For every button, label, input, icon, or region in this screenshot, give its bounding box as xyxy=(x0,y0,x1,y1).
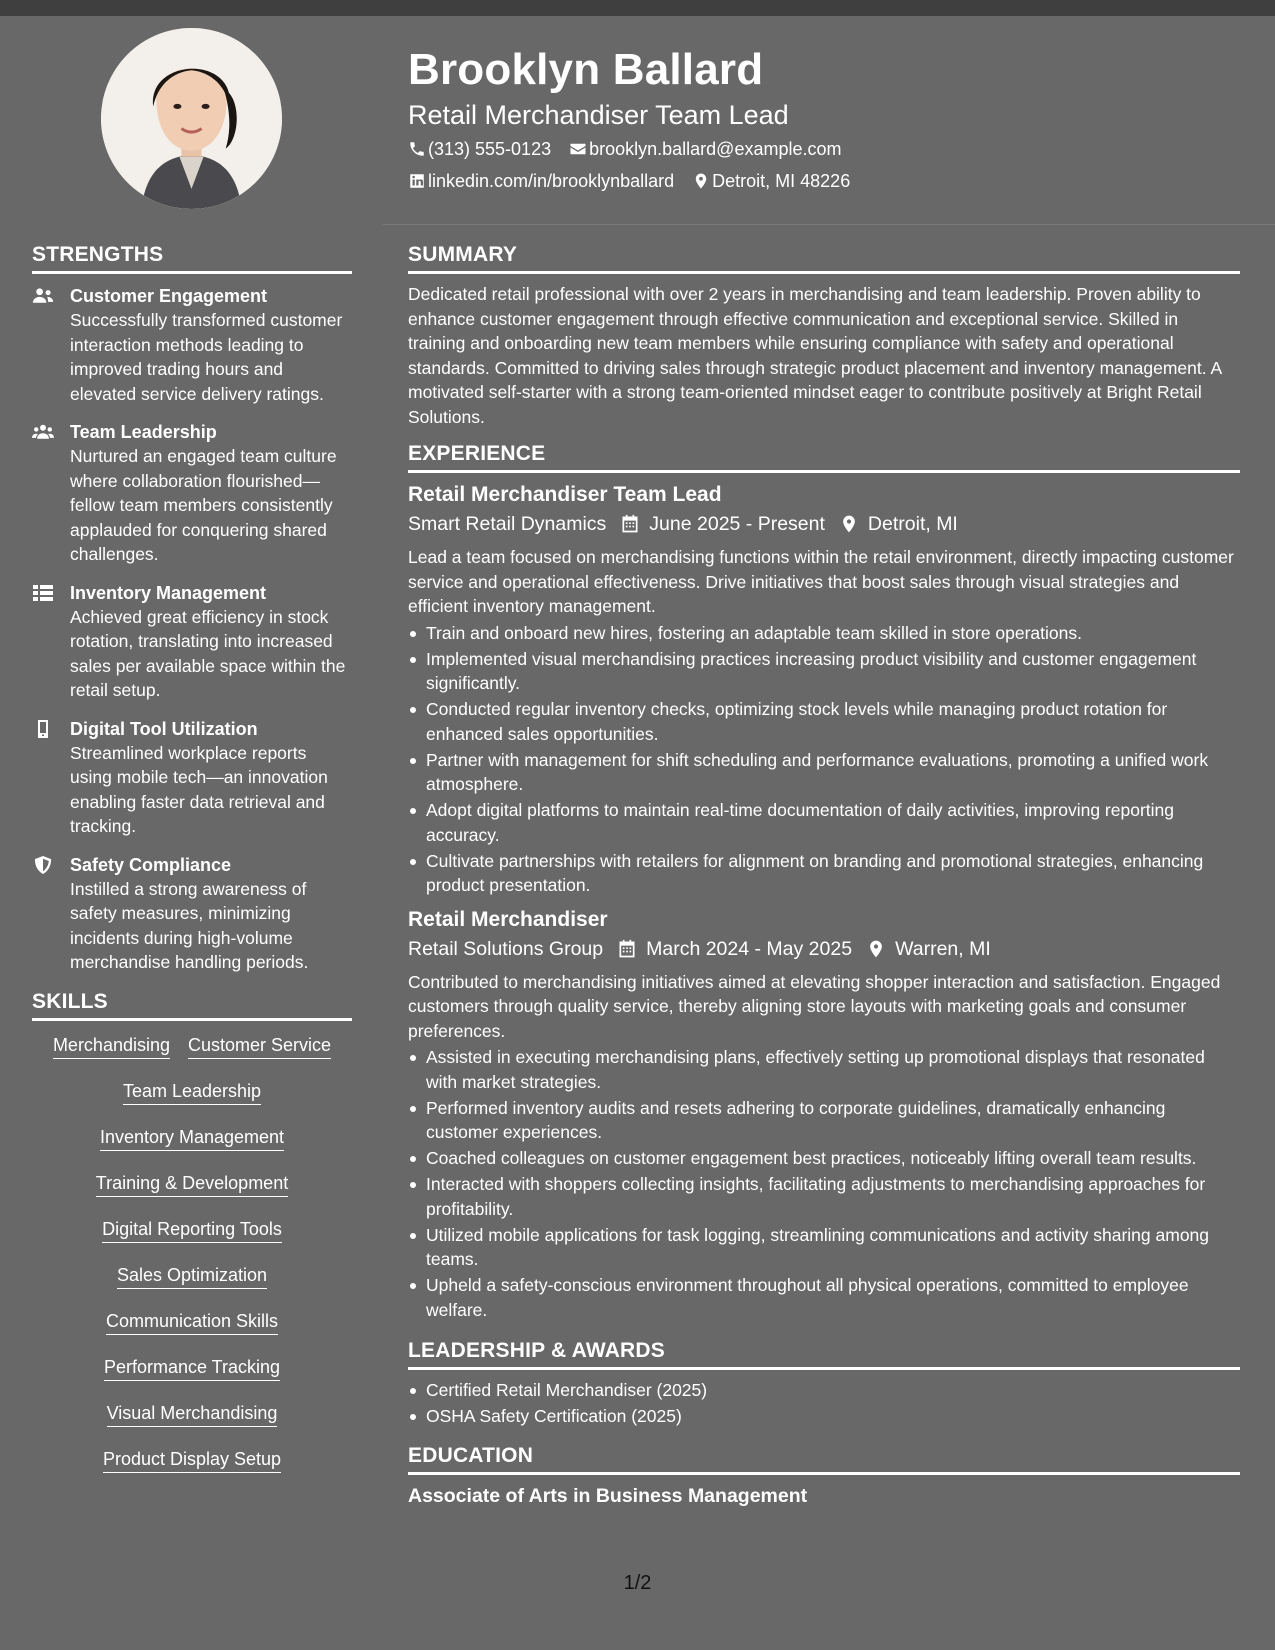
job-entry xyxy=(408,481,1240,898)
job-description: Lead a team focused on merchandising functions within the retail environment, directly impacting customer service and operational effectiveness. Drive initiatives that boost sales through visual strategies and efficient inventory management. xyxy=(408,547,1234,616)
calendar-icon xyxy=(620,514,640,534)
envelope-icon xyxy=(569,140,587,158)
strength-item xyxy=(32,853,352,975)
header-divider xyxy=(383,224,1275,225)
linkedin-icon xyxy=(408,172,426,190)
job-meta xyxy=(408,934,1240,964)
job-location-text: Detroit, MI xyxy=(867,513,958,535)
map-pin-icon xyxy=(839,514,859,534)
strength-title: Inventory Management xyxy=(70,582,267,603)
strengths-list xyxy=(32,284,352,975)
candidate-title: Retail Merchandiser Team Lead xyxy=(408,100,789,130)
experience-heading: EXPERIENCE xyxy=(408,441,1240,473)
job-meta xyxy=(408,509,1240,539)
page-number: 1/2 xyxy=(623,1572,652,1594)
resume-header xyxy=(408,44,1248,196)
job-dates-text: June 2025 - Present xyxy=(649,513,825,535)
profile-photo xyxy=(101,28,282,209)
education-heading: EDUCATION xyxy=(408,1443,1240,1475)
phone-icon xyxy=(408,140,426,158)
job-bullet: Partner with management for shift scheduling and performance evaluations, promoting a unified work atmosphere. xyxy=(408,748,1240,797)
strength-desc: Successfully transformed customer interaction methods leading to improved trading hours and elevated service delivery ratings. xyxy=(70,310,343,404)
awards-list xyxy=(408,1378,1240,1429)
strength-title: Digital Tool Utilization xyxy=(70,718,258,739)
contact-row-1 xyxy=(408,134,1248,164)
linkedin-contact[interactable] xyxy=(408,166,674,196)
skill-tag: Digital Reporting Tools xyxy=(102,1217,282,1243)
skill-tag: Sales Optimization xyxy=(117,1263,267,1289)
job-company: Retail Solutions Group xyxy=(408,937,604,960)
job-bullet: Interacted with shoppers collecting insights, facilitating adjustments to merchandising approaches for profitability. xyxy=(408,1172,1240,1221)
strength-title: Customer Engagement xyxy=(70,286,268,306)
job-dates xyxy=(617,934,852,964)
job-bullet: Cultivate partnerships with retailers for alignment on branding and promotional strategies, enhancing product presentation. xyxy=(408,849,1240,898)
phone-text: (313) 555-0123 xyxy=(428,139,552,159)
job-location xyxy=(839,509,958,539)
strengths-heading: STRENGTHS xyxy=(32,242,352,274)
summary-text: Dedicated retail professional with over 2 years in merchandising and team leadership. Proven ability to enhance customer engagement through effective communication and exceptional service. Skilled in training and onboarding new team members while ensuring compliance with safety and operational standards. Committed to driving sales through strategic product placement and inventory management. A motivated self-starter with a strong team-oriented mindset eager to contribute positively at Bright Retail Solutions. xyxy=(408,284,1222,427)
job-bullet: Coached colleagues on customer engagement best practices, noticeably lifting overall team results. xyxy=(408,1146,1240,1171)
job-location xyxy=(866,934,991,964)
top-bar xyxy=(0,0,1275,16)
job-title: Retail Merchandiser Team Lead xyxy=(408,483,722,506)
strength-item xyxy=(32,420,352,567)
email-text: brooklyn.ballard@example.com xyxy=(589,139,842,159)
skill-tag: Inventory Management xyxy=(100,1125,284,1151)
strength-desc: Achieved great efficiency in stock rotation, translating into increased sales per available space within the retail setup. xyxy=(70,606,346,700)
awards-heading: LEADERSHIP & AWARDS xyxy=(408,1338,1240,1370)
linkedin-text: linkedin.com/in/brooklynballard xyxy=(428,171,675,191)
job-bullet: Train and onboard new hires, fostering an adaptable team skilled in store operations. xyxy=(408,621,1240,646)
job-description: Contributed to merchandising initiatives aimed at elevating shopper interaction and satisfaction. Engaged customers through quality service, thereby aligning store layouts with marketing goals and consumer preferences. xyxy=(408,971,1221,1041)
location-text: Detroit, MI 48226 xyxy=(712,171,851,191)
skill-tag: Performance Tracking xyxy=(104,1355,280,1381)
job-bullet: Upheld a safety-conscious environment throughout all physical operations, committed to employee welfare. xyxy=(408,1273,1240,1322)
job-bullet: Conducted regular inventory checks, optimizing stock levels while managing product rotation for enhanced sales opportunities. xyxy=(408,697,1240,746)
list-icon xyxy=(32,584,54,602)
shield-icon xyxy=(32,856,54,874)
award-item: OSHA Safety Certification (2025) xyxy=(408,1404,1240,1429)
strength-desc: Instilled a strong awareness of safety measures, minimizing incidents during high-volume merchandise handling periods. xyxy=(70,878,309,972)
skill-tag: Team Leadership xyxy=(123,1079,261,1105)
strength-item xyxy=(32,717,352,839)
contact-row-2 xyxy=(408,166,1248,196)
education-degree: Associate of Arts in Business Management xyxy=(408,1484,808,1507)
right-column xyxy=(408,242,1240,1509)
team-icon xyxy=(32,423,54,441)
map-pin-icon xyxy=(692,172,710,190)
skill-tag: Training & Development xyxy=(96,1171,288,1197)
candidate-name: Brooklyn Ballard xyxy=(408,45,764,94)
skill-tag: Visual Merchandising xyxy=(107,1401,278,1427)
left-column xyxy=(32,242,352,1493)
map-pin-icon xyxy=(866,939,886,959)
award-item: Certified Retail Merchandiser (2025) xyxy=(408,1378,1240,1403)
job-dates-text: March 2024 - May 2025 xyxy=(646,937,853,960)
location-contact xyxy=(692,166,850,196)
job-bullets xyxy=(408,621,1240,898)
job-entry xyxy=(408,906,1240,1323)
job-bullets xyxy=(408,1045,1240,1322)
job-bullet: Adopt digital platforms to maintain real-time documentation of daily activities, improving reporting accuracy. xyxy=(408,798,1240,847)
skill-tag: Communication Skills xyxy=(106,1309,278,1335)
job-title: Retail Merchandiser xyxy=(408,907,608,931)
strength-title: Team Leadership xyxy=(70,422,217,442)
strength-item xyxy=(32,581,352,703)
job-dates xyxy=(620,509,825,539)
strength-desc: Streamlined workplace reports using mobile tech—an innovation enabling faster data retrieval and tracking. xyxy=(70,742,328,836)
job-bullet: Assisted in executing merchandising plans, effectively setting up promotional displays that resonated with market strategies. xyxy=(408,1045,1240,1094)
skill-tag: Merchandising xyxy=(53,1033,170,1059)
phone-contact[interactable] xyxy=(408,134,551,164)
summary-heading: SUMMARY xyxy=(408,242,1240,274)
users-icon xyxy=(32,287,54,305)
strength-desc: Nurtured an engaged team culture where collaboration flourished—fellow team members consistently applauded for conquering shared challenges. xyxy=(70,446,337,564)
mobile-icon xyxy=(32,720,54,738)
job-company: Smart Retail Dynamics xyxy=(408,513,607,535)
skills-list xyxy=(32,1033,352,1493)
strength-item xyxy=(32,284,352,406)
job-bullet: Implemented visual merchandising practices increasing product visibility and customer engagement significantly. xyxy=(408,647,1240,696)
skill-tag: Customer Service xyxy=(188,1033,331,1059)
email-contact[interactable] xyxy=(569,134,841,164)
job-bullet: Utilized mobile applications for task logging, streamlining communications and activity sharing among teams. xyxy=(408,1223,1240,1272)
calendar-icon xyxy=(617,939,637,959)
job-location-text: Warren, MI xyxy=(895,937,991,960)
strength-title: Safety Compliance xyxy=(70,854,232,875)
skill-tag: Product Display Setup xyxy=(103,1447,281,1473)
job-bullet: Performed inventory audits and resets adhering to corporate guidelines, dramatically enhancing customer experiences. xyxy=(408,1096,1240,1145)
skills-heading: SKILLS xyxy=(32,989,352,1021)
